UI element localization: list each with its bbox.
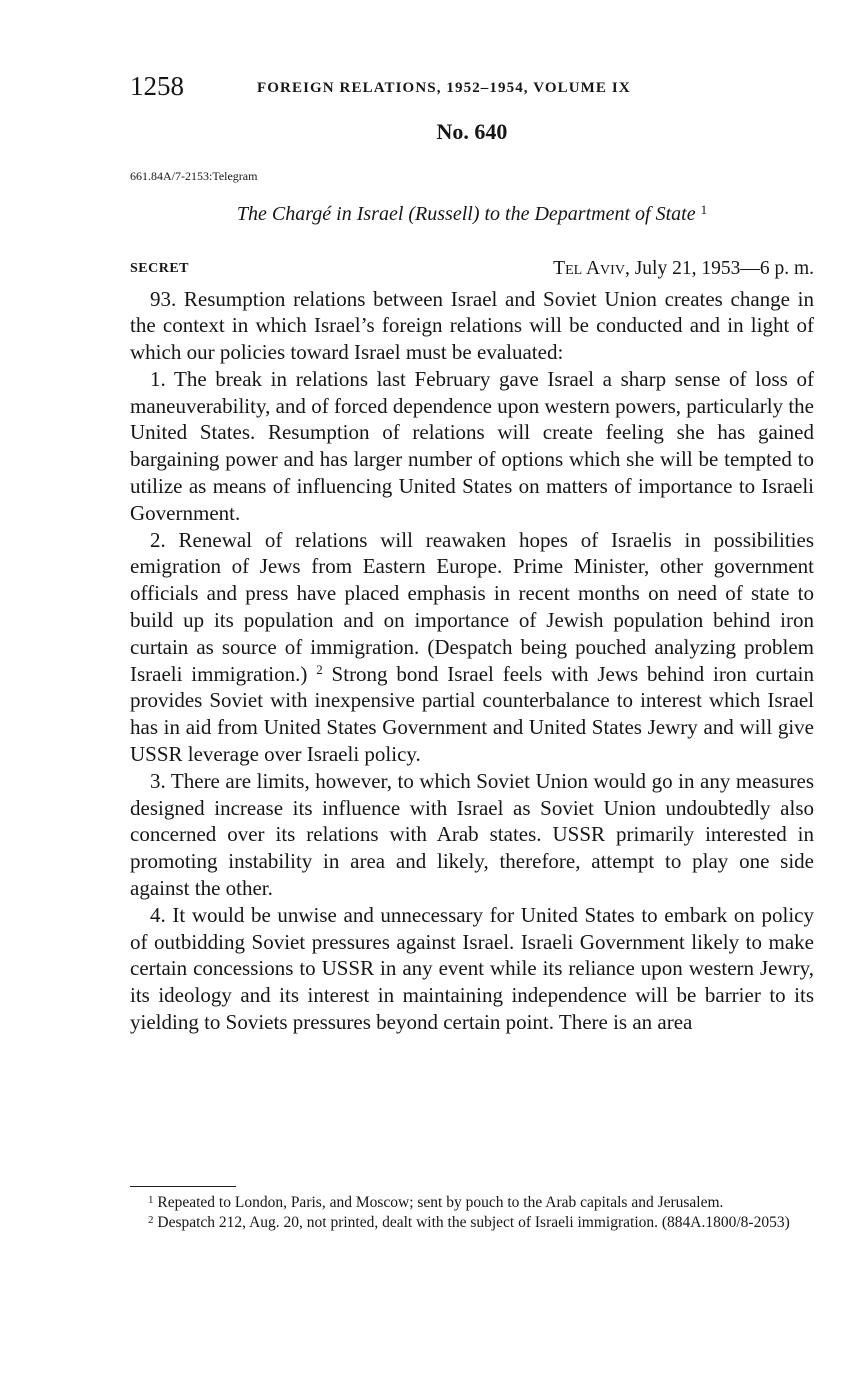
document-title-text: The Chargé in Israel (Russell) to the Department of State [236, 203, 696, 225]
running-head [130, 70, 814, 102]
date: , July 21, 1953—6 p. m. [624, 258, 814, 279]
footnote-2-marker: 2 [316, 661, 323, 677]
footnote-1 [130, 1193, 814, 1213]
page-number: 1258 [130, 71, 184, 101]
classification-label: SECRET [130, 261, 190, 276]
paragraph-2-part-b: Strong bond Israel feels with Jews behind iron curtain provides Soviet with inexpensive partial counterbalance to interest which Israel has in aid from United States Government and United States Jewry and will give USSR leverage over Israeli policy. [130, 661, 814, 767]
file-reference: 661.84A/7-2153:Telegram [130, 169, 258, 183]
paragraph-4: 4. It would be unwise and unnecessary for United States to embark on policy of outbidding Soviet pressures against Israel. Israeli Government likely to make certain concessions to USSR in any event while its reliance upon western Jewry, its ideology and its interest in maintaining independence will be barrier to its yielding to Soviets pressures beyond certain point. There is an area [130, 902, 814, 1035]
dateline [130, 255, 814, 283]
footnote-1-text: Repeated to London, Paris, and Moscow; sent by pouch to the Arab capitals and Jerusalem. [153, 1194, 724, 1211]
footnotes [130, 1193, 814, 1232]
document-title [130, 200, 814, 228]
title-footnote-marker: 1 [700, 202, 708, 217]
paragraph-2 [130, 527, 814, 768]
paragraph-3: 3. There are limits, however, to which Soviet Union would go in any measures designed increase its influence with Israel as Soviet Union undoubtedly also concerned over its relations with Arab states. USSR primarily interested in promoting instability in area and likely, therefore, attempt to play one side against the other. [130, 768, 814, 901]
paragraph-intro: 93. Resumption relations between Israel and Soviet Union creates change in the context in which Israel’s foreign relations will be conducted and in light of which our policies toward Israel must be evaluated: [130, 286, 814, 365]
telegram-body [130, 286, 814, 1036]
series-title: FOREIGN RELATIONS, 1952–1954, VOLUME IX [257, 80, 631, 96]
footnote-2-text: Despatch 212, Aug. 20, not printed, dealt with the subject of Israeli immigration. (884A.1800/8-2053) [153, 1213, 790, 1231]
footnote-2 [130, 1213, 814, 1233]
place: Tel Aviv [553, 258, 625, 279]
document-number: No. 640 [436, 119, 508, 144]
footnote-1-number: 1 [148, 1194, 154, 1206]
footnote-divider [130, 1186, 236, 1187]
paragraph-2-part-a: 2. Renewal of relations will reawaken hopes of Israelis in possibilities emigration of Jews from Eastern Europe. Prime Minister, other government officials and press have placed emphasis in recent months on need of state to build up its population and on importance of Jewish population behind iron curtain as source of immigration. (Despatch being pouched analyzing problem Israeli immigration.) [130, 527, 814, 686]
place-and-date [553, 255, 814, 283]
footnote-2-number: 2 [148, 1213, 154, 1226]
paragraph-1: 1. The break in relations last February gave Israel a sharp sense of loss of maneuverability, and of forced dependence upon western powers, particularly the United States. Resumption of relations will create feeling she has gained bargaining power and has larger number of options which she will be tempted to utilize as means of influencing United States on matters of importance to Israeli Government. [130, 366, 814, 525]
